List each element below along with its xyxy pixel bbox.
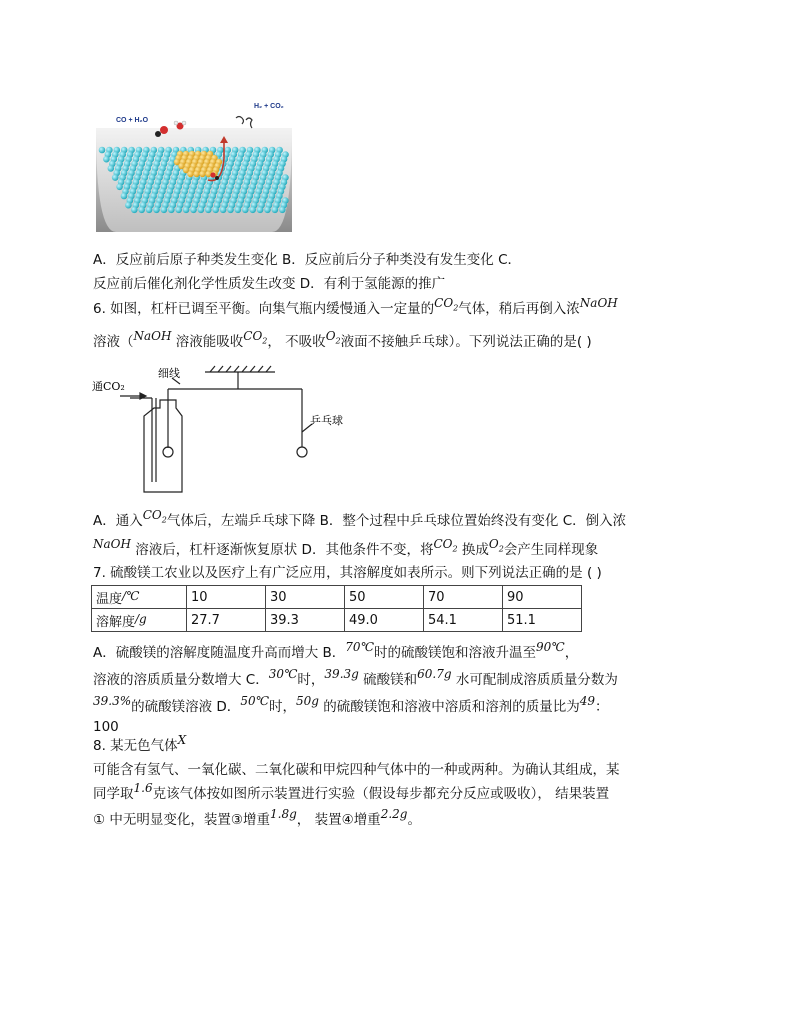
thread-label: 细线 (158, 367, 180, 380)
q5-option-line-2: 反应前后催化剂化学性质发生改变 D．有利于氢能源的推广 (93, 276, 446, 292)
q7-option-text: 硫酸镁和 (363, 672, 418, 688)
oxygen-atom-icon (160, 126, 168, 134)
lattice-atom (168, 207, 175, 214)
lattice-atom (227, 207, 234, 214)
q6-option-text: 溶液后，杠杆逐渐恢复原状 D．其他条件不变，将 (135, 542, 434, 558)
lattice-atom (103, 156, 110, 163)
q8-stem-text: 同学取 (93, 786, 134, 802)
mass-value: 39.3g (324, 667, 359, 681)
q8-stem-text: 增重 (243, 812, 271, 828)
q6-stem-text: 溶液（ (93, 334, 134, 350)
device-3-marker: ③ (230, 812, 244, 828)
lattice-atom (199, 171, 205, 177)
lattice-atom (235, 207, 242, 214)
q8-stem-text: 。 (407, 812, 421, 828)
lattice-atom (131, 207, 138, 214)
lattice-atom (272, 207, 279, 214)
co2-molecule-icon (246, 118, 252, 128)
q6-option-line-2 (93, 537, 599, 565)
q7-option-text: 的硫酸镁溶液 D． (131, 699, 241, 715)
lattice-atom (249, 207, 256, 214)
left-pingpong-ball (163, 447, 173, 457)
naoh-formula: NaOH (93, 537, 131, 551)
q6-option-text: 会产生同样现象 (503, 542, 599, 558)
q6-stem-text: 6. 如图，杠杆已调至平衡。向集气瓶内缓慢通入一定量的 (93, 301, 435, 317)
q6-option-text: 换成 (461, 542, 489, 558)
temperature-value: 50℃ (240, 694, 270, 708)
gas-bottle (144, 400, 182, 492)
table-cell: 70 (424, 586, 503, 609)
q5-option-line-1: A．反应前后原子种类发生变化 B．反应前后分子种类没有发生变化 C． (93, 252, 522, 268)
lattice-atom (112, 174, 119, 181)
table-row (92, 586, 582, 609)
q7-stem: 7. 硫酸镁工农业以及医疗上有广泛应用，其溶解度如表所示。则下列说法正确的是 ( ) (93, 565, 602, 581)
q8-stem-text: ， 装置 (296, 812, 342, 828)
o2-formula: $O_2$ (488, 537, 504, 554)
solubility-table (91, 585, 582, 632)
q6-option-text: 气体后，左端乒乓球下降 B．整个过程中乒乓球位置始终没有变化 C．倒入浓 (166, 513, 627, 529)
lever-apparatus-figure (90, 362, 420, 502)
lattice-atom (242, 207, 249, 214)
gas-inlet-tube (152, 398, 156, 482)
co2-formula: $CO_2$ (434, 296, 459, 313)
mass-value: 1.6 (133, 781, 153, 795)
table-row (92, 609, 582, 632)
table-cell: 39.3 (266, 609, 345, 632)
lattice-atom (187, 171, 193, 177)
co2-formula: $CO_2$ (433, 537, 458, 554)
q6-stem-line-1 (93, 296, 618, 324)
naoh-formula: NaOH (579, 296, 618, 310)
carbon-atom-icon (215, 176, 219, 180)
lattice-atom (175, 207, 182, 214)
q6-stem-text: 气体，稍后再倒入浓 (458, 301, 580, 317)
hydrogen-atom-icon (182, 121, 186, 125)
lattice-atom (108, 165, 115, 172)
q6-stem-text: 液面不接触乒乓球）。下列说法正确的是( ) (340, 334, 592, 350)
lattice-atom (205, 207, 212, 214)
mass-value: 60.7g (417, 667, 452, 681)
q6-stem-text: ， 不吸收 (267, 334, 326, 350)
device-4-marker: ④ (341, 812, 354, 828)
q7-option-text: 的硫酸镁饱和溶液中溶质和溶剂的质量比为 (323, 699, 580, 715)
q7-option-line-3 (93, 694, 609, 717)
co2-formula: $CO_2$ (243, 329, 268, 346)
q6-stem-line-2 (93, 329, 592, 357)
reactants-label: CO + H₂O (116, 117, 149, 124)
catalyst-surface-figure (96, 98, 292, 232)
q6-stem-text: 溶液能吸收 (175, 334, 244, 350)
table-cell: 90 (503, 586, 582, 609)
products-label: H₂ + CO₂ (254, 103, 284, 110)
temperature-header: 温度/℃ (92, 586, 187, 609)
lattice-atom (198, 207, 205, 214)
gas-x-symbol: X (177, 733, 187, 747)
lattice-atom (183, 207, 190, 214)
lattice-atom (212, 207, 219, 214)
o2-formula: $O_2$ (325, 329, 341, 346)
q7-option-text: 水可配制成溶质质量分数为 (455, 672, 618, 688)
q8-stem-line-4 (93, 807, 421, 830)
q8-stem-text: 8. 某无色气体 (93, 738, 178, 754)
table-cell: 54.1 (424, 609, 503, 632)
lattice-atom (125, 202, 132, 209)
lattice-atom (153, 207, 160, 214)
q7-option-line-4: 100 (93, 719, 119, 735)
q8-stem-line-1 (93, 733, 187, 756)
lattice-atom (161, 207, 168, 214)
lattice-atom (279, 207, 286, 214)
q8-stem-line-3 (93, 781, 610, 804)
q7-option-text: A．硫酸镁的溶解度随温度升高而增大 B． (93, 645, 346, 661)
hydrogen-atom-icon (174, 121, 178, 125)
lattice-atom (264, 207, 271, 214)
naoh-formula: NaOH (133, 329, 172, 343)
lattice-atom (146, 207, 153, 214)
ball-label: 乒乓球 (310, 414, 343, 427)
mass-value: 2.2g (380, 807, 408, 821)
gas-label: 通CO₂ (92, 380, 125, 393)
solubility-header: 溶解度/g (92, 609, 187, 632)
h2-molecule-icon (236, 117, 244, 125)
table-cell: 50 (345, 586, 424, 609)
lattice-atom (220, 207, 227, 214)
table-cell: 10 (187, 586, 266, 609)
lattice-atom (138, 207, 145, 214)
table-cell: 30 (266, 586, 345, 609)
q8-stem-text: ① 中无明显变化，装置 (93, 812, 231, 828)
q7-option-text: 时， (297, 672, 325, 688)
temperature-value: 30℃ (268, 667, 298, 681)
lattice-atom (193, 171, 199, 177)
q8-stem-line-2: 可能含有氢气、一氧化碳、二氧化碳和甲烷四种气体中的一种或两种。为确认其组成，某 (93, 762, 620, 778)
table-cell: 49.0 (345, 609, 424, 632)
q7-option-text: ： (595, 699, 609, 715)
q6-option-text: A．通入 (93, 513, 143, 529)
mass-value: 50g (296, 694, 319, 708)
lattice-atom (99, 147, 106, 154)
q7-option-text: ， (564, 645, 579, 661)
lattice-atom (190, 207, 197, 214)
q7-option-line-2 (93, 667, 618, 690)
ratio-value: 49 (579, 694, 596, 708)
right-pingpong-ball (297, 447, 307, 457)
q8-stem-text: 克该气体按如图所示装置进行实验（假设每步都充分反应或吸收）， 结果装置 (152, 786, 610, 802)
table-cell: 51.1 (503, 609, 582, 632)
q6-option-line-1 (93, 508, 627, 536)
table-cell: 27.7 (187, 609, 266, 632)
temperature-value: 70℃ (345, 640, 374, 654)
oxygen-atom-icon (210, 172, 215, 177)
percent-value: 39.3% (93, 694, 132, 708)
lattice-atom (257, 207, 264, 214)
lattice-atom (121, 193, 128, 200)
temperature-value: 90℃ (536, 640, 565, 654)
q7-option-text: 时， (269, 699, 297, 715)
co2-formula: $CO_2$ (142, 508, 167, 525)
mass-value: 1.8g (270, 807, 297, 821)
q8-stem-text: 增重 (353, 812, 381, 828)
q7-option-text: 溶液的溶质质量分数增大 C． (93, 672, 269, 688)
lattice-atom (116, 184, 123, 191)
ceiling-hatch (210, 366, 271, 372)
carbon-atom-icon (155, 131, 161, 137)
q7-option-line-1 (93, 640, 579, 663)
q7-option-text: 时的硫酸镁饱和溶液升温至 (374, 645, 536, 661)
